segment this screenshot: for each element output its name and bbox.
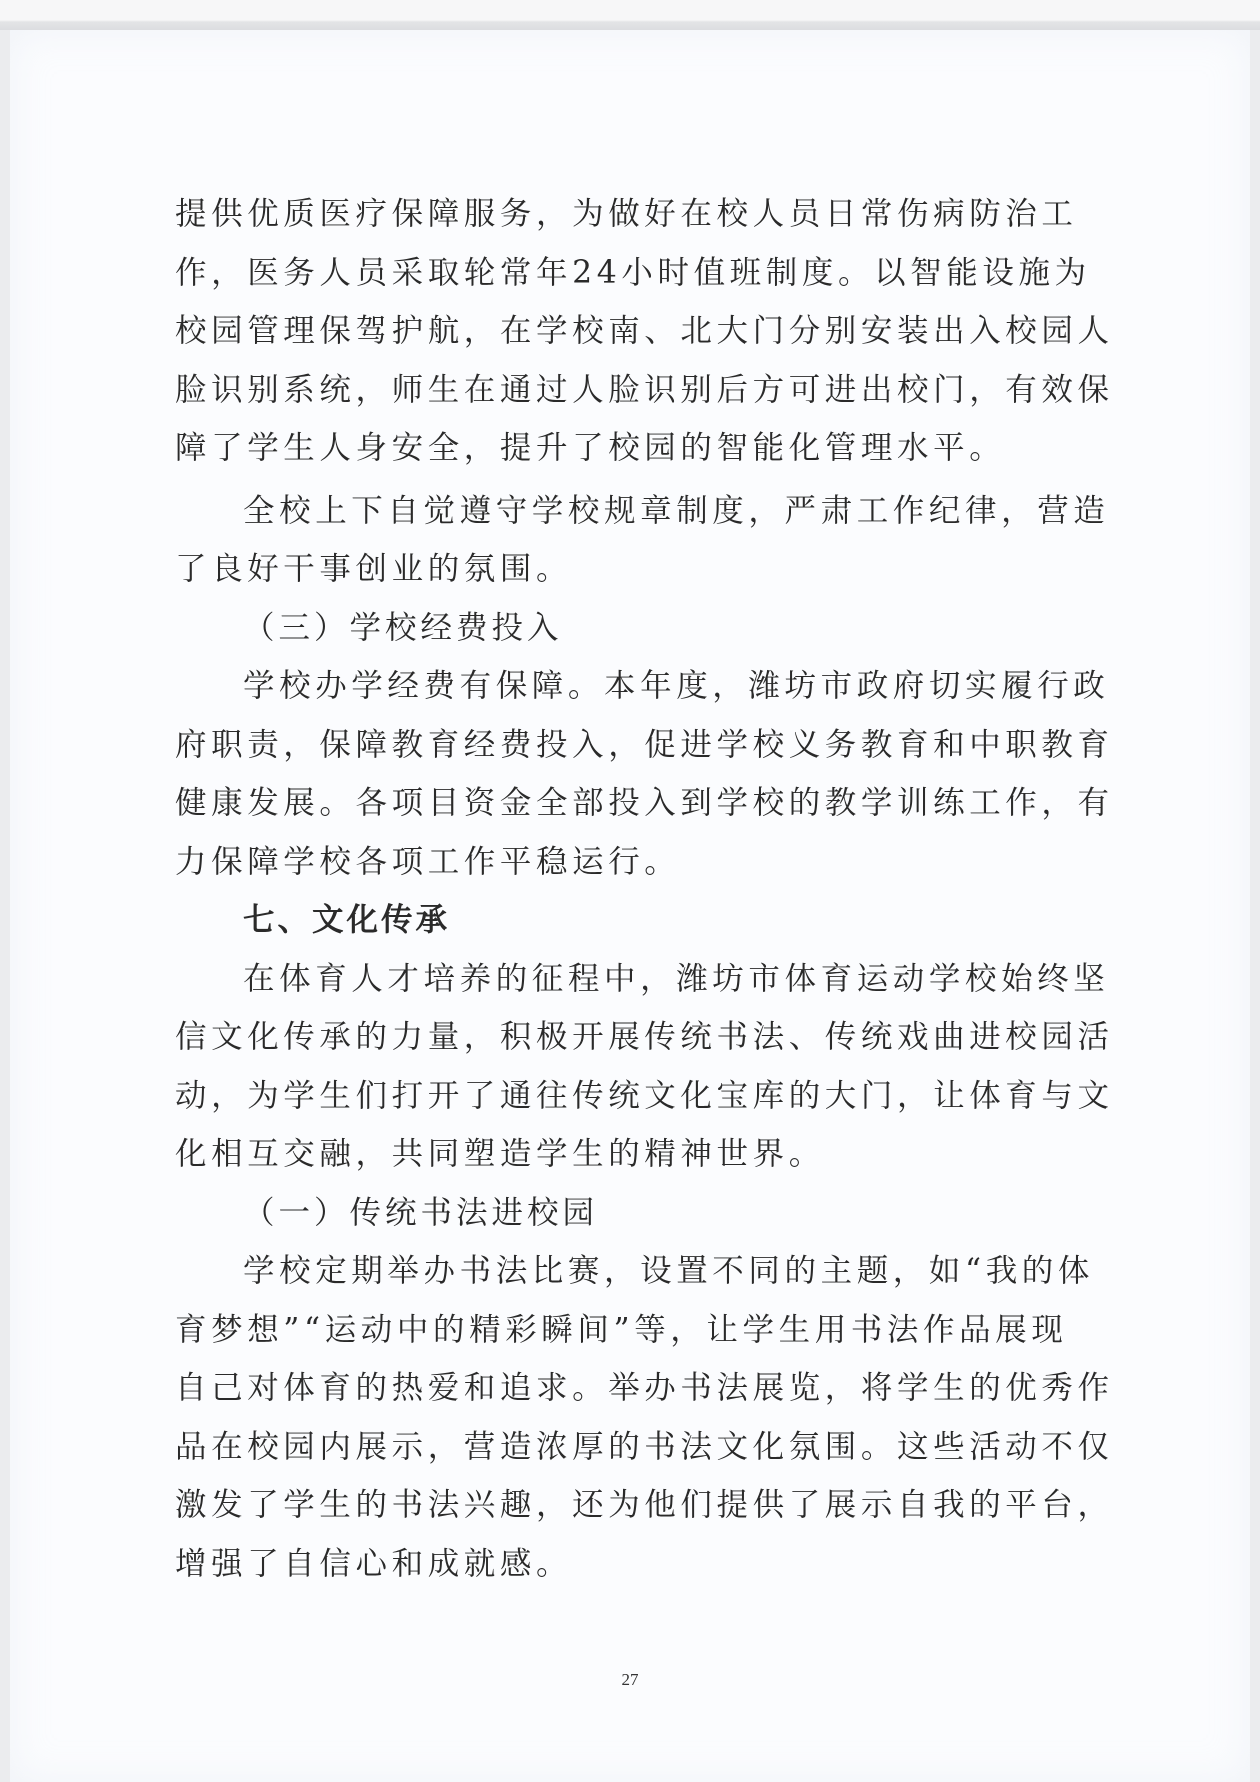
text-line: 府职责，保障教育经费投入，促进学校义务教育和中职教育 [175, 726, 1114, 763]
text-line: 信文化传承的力量，积极开展传统书法、传统戏曲进校园活 [175, 1019, 1114, 1055]
text-line: 增强了自信心和成就感。 [175, 1545, 573, 1582]
text-line: 学校定期举办书法比赛，设置不同的主题，如“我的体 [243, 1253, 1095, 1289]
text-line: 化相互交融，共同塑造学生的精神世界。 [175, 1136, 825, 1172]
text-line: 动，为学生们打开了通往传统文化宝库的大门，让体育与文 [175, 1077, 1114, 1114]
page-body [175, 185, 1114, 1593]
text-line: 了良好干事创业的氛围。 [175, 551, 573, 587]
paragraph-culture [175, 950, 1114, 1184]
paragraph-discipline [175, 482, 1110, 599]
text-line: 作，医务人员采取轮常年24小时值班制度。以智能设施为 [175, 254, 1091, 291]
paragraph-calligraphy [175, 1242, 1114, 1593]
text-line: 学校办学经费有保障。本年度，潍坊市政府切实履行政 [243, 668, 1110, 704]
section-subheading-calligraphy: （一）传统书法进校园 [243, 1194, 599, 1231]
text-line: 提供优质医疗保障服务，为做好在校人员日常伤病防治工 [175, 196, 1078, 232]
viewer-top-bar [0, 0, 1260, 30]
text-line: 在体育人才培养的征程中，潍坊市体育运动学校始终坚 [243, 960, 1110, 997]
text-line: 自己对体育的热爱和追求。举办书法展览，将学生的优秀作 [175, 1370, 1114, 1406]
text-line: 力保障学校各项工作平稳运行。 [175, 843, 681, 880]
text-line: 障了学生人身安全，提升了校园的智能化管理水平。 [175, 430, 1006, 466]
text-line: 校园管理保驾护航，在学校南、北大门分别安装出入校园人 [175, 313, 1114, 349]
page-number: 27 [621, 1670, 639, 1689]
paragraph-funding [175, 657, 1114, 891]
text-line: 健康发展。各项目资金全部投入到学校的教学训练工作，有 [175, 785, 1114, 821]
text-line: 脸识别系统，师生在通过人脸识别后方可进出校门，有效保 [175, 371, 1114, 408]
text-line: 育梦想”“运动中的精彩瞬间”等，让学生用书法作品展现 [175, 1311, 1068, 1348]
text-line: 激发了学生的书法兴趣，还为他们提供了展示自我的平台， [175, 1487, 1114, 1523]
document-page [10, 30, 1250, 1782]
section-heading-culture: 七、文化传承 [243, 902, 451, 938]
text-line: 品在校园内展示，营造浓厚的书法文化氛围。这些活动不仅 [175, 1428, 1114, 1465]
text-line: 全校上下自觉遵守学校规章制度，严肃工作纪律，营造 [243, 492, 1110, 529]
paragraph-medical-and-security [175, 185, 1114, 478]
section-subheading-funding: （三）学校经费投入 [243, 609, 563, 646]
